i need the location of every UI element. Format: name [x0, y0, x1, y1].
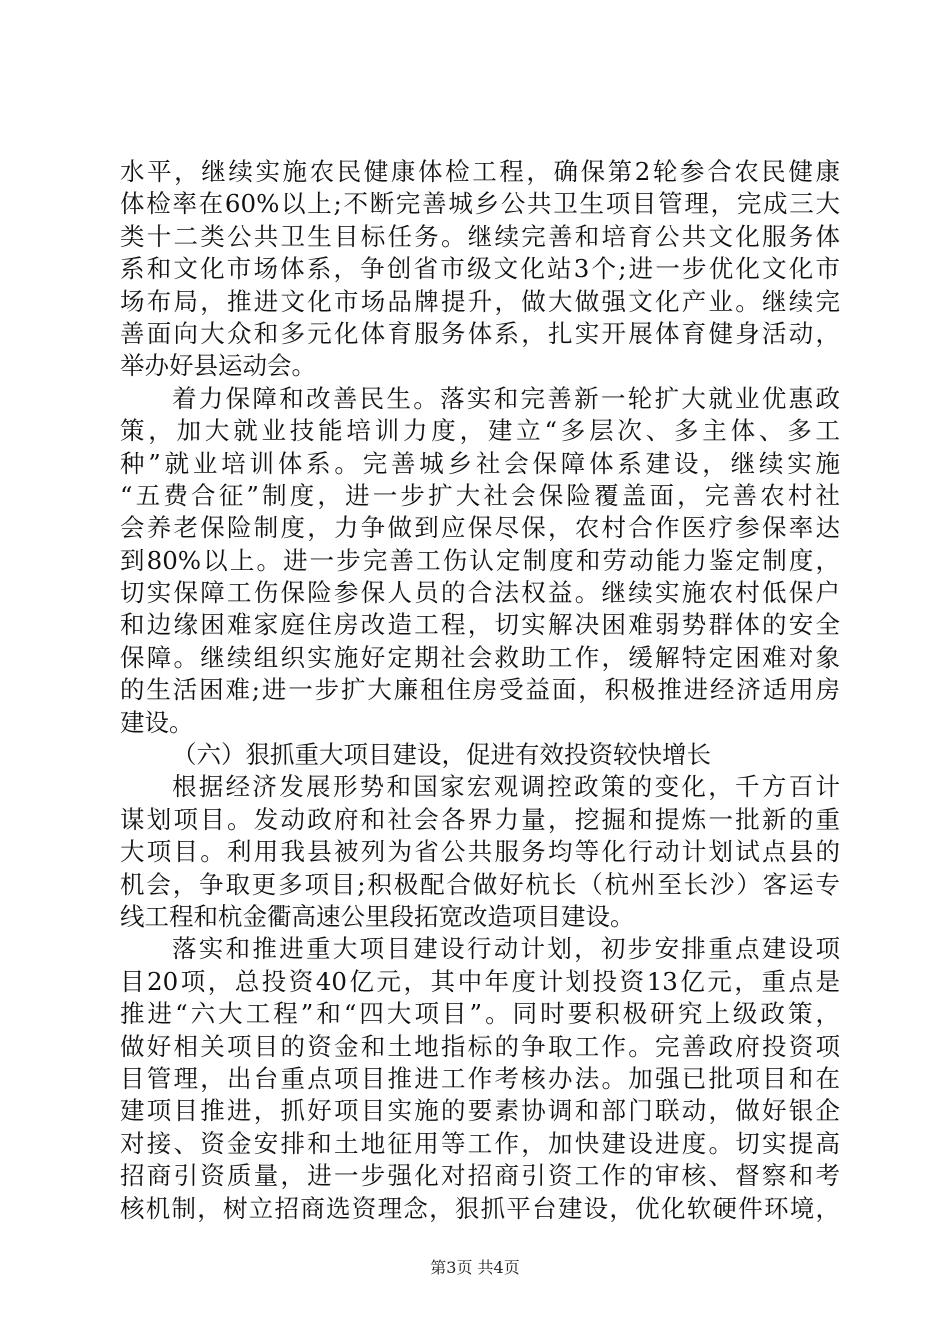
text-line: 推进“六大工程”和“四大项目”。同时要积极研究上级政策， [120, 999, 840, 1029]
document-body [120, 156, 840, 1225]
text-line: 种”就业培训体系。完善城乡社会保障体系建设，继续实施 [120, 448, 840, 478]
text-line: 落实和推进重大项目建设行动计划，初步安排重点建设项 [172, 934, 840, 964]
text-line: 做好相关项目的资金和土地指标的争取工作。完善政府投资项 [120, 1031, 840, 1061]
page-footer: 第3页 共4页 [430, 1258, 520, 1277]
text-line: 善面向大众和多元化体育服务体系，扎实开展体育健身活动， [120, 318, 840, 348]
text-line: “五费合征”制度，进一步扩大社会保险覆盖面，完善农村社 [120, 480, 840, 510]
text-line: 大项目。利用我县被列为省公共服务均等化行动计划试点县的 [120, 837, 840, 867]
paragraph [120, 156, 840, 383]
text-line: 目20项，总投资40亿元，其中年度计划投资13亿元，重点是 [120, 966, 840, 996]
text-line: 系和文化市场体系，争创省市级文化站3个;进一步优化文化市 [120, 254, 840, 284]
text-line: 类十二类公共卫生目标任务。继续完善和培育公共文化服务体 [120, 221, 840, 251]
text-line: 举办好县运动会。 [120, 351, 316, 381]
text-line: 策，加大就业技能培训力度，建立“多层次、多主体、多工 [120, 416, 840, 446]
paragraph [120, 383, 840, 739]
text-line: 建项目推进，抓好项目实施的要素协调和部门联动，做好银企 [120, 1096, 840, 1126]
text-line: 和边缘困难家庭住房改造工程，切实解决困难弱势群体的安全 [120, 610, 840, 640]
text-line: 招商引资质量，进一步强化对招商引资工作的审核、督察和考 [120, 1161, 840, 1191]
text-line: （六）狠抓重大项目建设，促进有效投资较快增长 [172, 740, 711, 770]
text-line: 对接、资金安排和土地征用等工作，加快建设进度。切实提高 [120, 1128, 840, 1158]
paragraph [120, 933, 840, 1225]
paragraph [120, 771, 840, 933]
text-line: 建设。 [120, 707, 194, 737]
text-line: 线工程和杭金衢高速公里段拓宽改造项目建设。 [120, 901, 635, 931]
text-line: 着力保障和改善民生。落实和完善新一轮扩大就业优惠政 [172, 383, 840, 413]
text-line: 保障。继续组织实施好定期社会救助工作，缓解特定困难对象 [120, 642, 840, 672]
text-line: 切实保障工伤保险参保人员的合法权益。继续实施农村低保户 [120, 578, 840, 608]
text-line: 根据经济发展形势和国家宏观调控政策的变化，千方百计 [172, 772, 840, 802]
text-line: 体检率在60%以上;不断完善城乡公共卫生项目管理，完成三大 [120, 189, 840, 219]
text-line: 场布局，推进文化市场品牌提升，做大做强文化产业。继续完 [120, 286, 840, 316]
text-line: 核机制，树立招商选资理念，狠抓平台建设，优化软硬件环境， [120, 1193, 840, 1223]
text-line: 谋划项目。发动政府和社会各界力量，挖掘和提炼一批新的重 [120, 804, 840, 834]
text-line: 水平，继续实施农民健康体检工程，确保第2轮参合农民健康 [120, 157, 840, 186]
text-line: 目管理，出台重点项目推进工作考核办法。加强已批项目和在 [120, 1063, 840, 1093]
text-line: 会养老保险制度，力争做到应保尽保，农村合作医疗参保率达 [120, 513, 840, 543]
text-line: 机会，争取更多项目;积极配合做好杭长（杭州至长沙）客运专 [120, 869, 840, 899]
section-heading [120, 739, 840, 771]
text-line: 到80%以上。进一步完善工伤认定制度和劳动能力鉴定制度， [120, 545, 840, 575]
text-line: 的生活困难;进一步扩大廉租住房受益面，积极推进经济适用房 [120, 675, 840, 705]
